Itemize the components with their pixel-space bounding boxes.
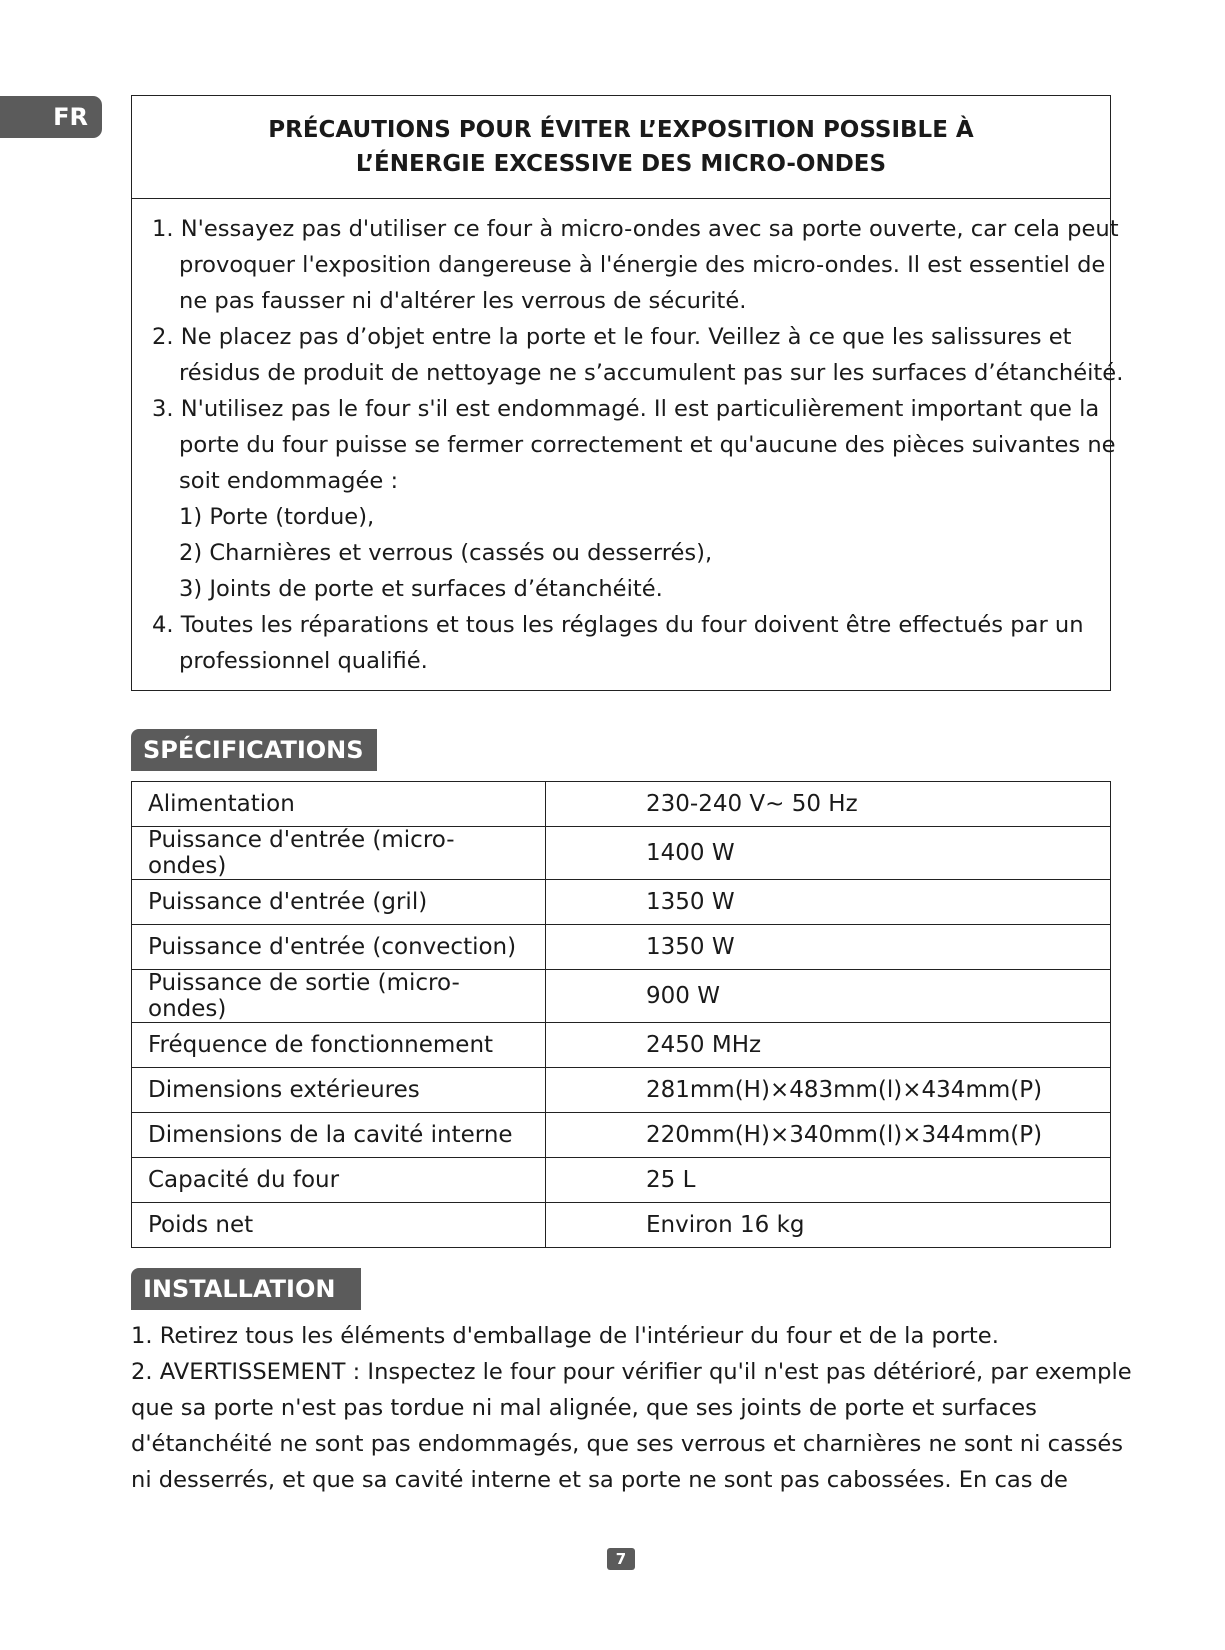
text-line: 1. Retirez tous les éléments d'emballage de l'intérieur du four et de la porte.	[131, 1323, 999, 1349]
table-row	[132, 1023, 1111, 1068]
spec-label: Capacité du four	[132, 1158, 546, 1203]
precautions-title	[132, 96, 1110, 199]
text-line: ni desserrés, et que sa cavité interne et sa porte ne sont pas cabossées. En cas de	[131, 1467, 1068, 1493]
text-line: que sa porte n'est pas tordue ni mal alignée, que ses joints de porte et surfaces	[131, 1395, 1037, 1421]
text-line: professionnel qualifié.	[179, 648, 428, 674]
text-line: ne pas fausser ni d'altérer les verrous de sécurité.	[179, 288, 747, 314]
table-row	[132, 970, 1111, 1023]
spec-value: 1400 W	[546, 827, 1111, 880]
spec-label: Puissance de sortie (micro-ondes)	[132, 970, 546, 1023]
text-line: 2. Ne placez pas d’objet entre la porte et le four. Veillez à ce que les salissures et	[152, 324, 1072, 350]
specifications-table	[131, 781, 1111, 1248]
text-line: 2) Charnières et verrous (cassés ou desserrés),	[179, 540, 713, 566]
page-number: 7	[607, 1548, 635, 1570]
text-line: 2. AVERTISSEMENT : Inspectez le four pour vérifier qu'il n'est pas détérioré, par exemple	[131, 1359, 1132, 1385]
text-line: d'étanchéité ne sont pas endommagés, que ses verrous et charnières ne sont ni cassés	[131, 1431, 1124, 1457]
table-row	[132, 1158, 1111, 1203]
table-row	[132, 1068, 1111, 1113]
spec-label: Puissance d'entrée (gril)	[132, 880, 546, 925]
language-tab: FR	[0, 96, 102, 138]
table-row	[132, 782, 1111, 827]
precautions-list	[132, 199, 1124, 679]
installation-list	[131, 1318, 1132, 1498]
spec-value: 1350 W	[546, 880, 1111, 925]
text-line: 3. N'utilisez pas le four s'il est endommagé. Il est particulièrement important que la	[152, 396, 1100, 422]
precautions-box	[131, 95, 1124, 691]
spec-value: 230-240 V~ 50 Hz	[546, 782, 1111, 827]
spec-value: 900 W	[546, 970, 1111, 1023]
spec-label: Puissance d'entrée (micro-ondes)	[132, 827, 546, 880]
precautions-title-line-2: L’ÉNERGIE EXCESSIVE DES MICRO-ONDES	[355, 151, 887, 177]
text-line: 1) Porte (tordue),	[179, 504, 375, 530]
table-row	[132, 925, 1111, 970]
text-line: résidus de produit de nettoyage ne s’accumulent pas sur les surfaces d’étanchéité.	[179, 360, 1124, 386]
spec-label: Dimensions extérieures	[132, 1068, 546, 1113]
table-row	[132, 1203, 1111, 1248]
spec-label: Poids net	[132, 1203, 546, 1248]
spec-label: Alimentation	[132, 782, 546, 827]
text-line: soit endommagée :	[179, 468, 399, 494]
table-row	[132, 1113, 1111, 1158]
spec-label: Dimensions de la cavité interne	[132, 1113, 546, 1158]
spec-label: Puissance d'entrée (convection)	[132, 925, 546, 970]
spec-value: 281mm(H)×483mm(l)×434mm(P)	[546, 1068, 1111, 1113]
spec-value: 220mm(H)×340mm(l)×344mm(P)	[546, 1113, 1111, 1158]
spec-value: 25 L	[546, 1158, 1111, 1203]
table-row	[132, 827, 1111, 880]
installation-heading: INSTALLATION	[131, 1268, 361, 1310]
spec-value: 2450 MHz	[546, 1023, 1111, 1068]
text-line: 4. Toutes les réparations et tous les réglages du four doivent être effectués par un	[152, 612, 1084, 638]
text-line: provoquer l'exposition dangereuse à l'énergie des micro-ondes. Il est essentiel de	[179, 252, 1106, 278]
spec-value: Environ 16 kg	[546, 1203, 1111, 1248]
table-row	[132, 880, 1111, 925]
specifications-heading: SPÉCIFICATIONS	[131, 729, 377, 771]
text-line: 3) Joints de porte et surfaces d’étanchéité.	[179, 576, 663, 602]
spec-value: 1350 W	[546, 925, 1111, 970]
spec-label: Fréquence de fonctionnement	[132, 1023, 546, 1068]
text-line: porte du four puisse se fermer correctement et qu'aucune des pièces suivantes ne	[179, 432, 1116, 458]
precautions-title-line-1: PRÉCAUTIONS POUR ÉVITER L’EXPOSITION POSSIBLE À	[268, 117, 974, 143]
text-line: 1. N'essayez pas d'utiliser ce four à micro-ondes avec sa porte ouverte, car cela peut	[152, 216, 1119, 242]
